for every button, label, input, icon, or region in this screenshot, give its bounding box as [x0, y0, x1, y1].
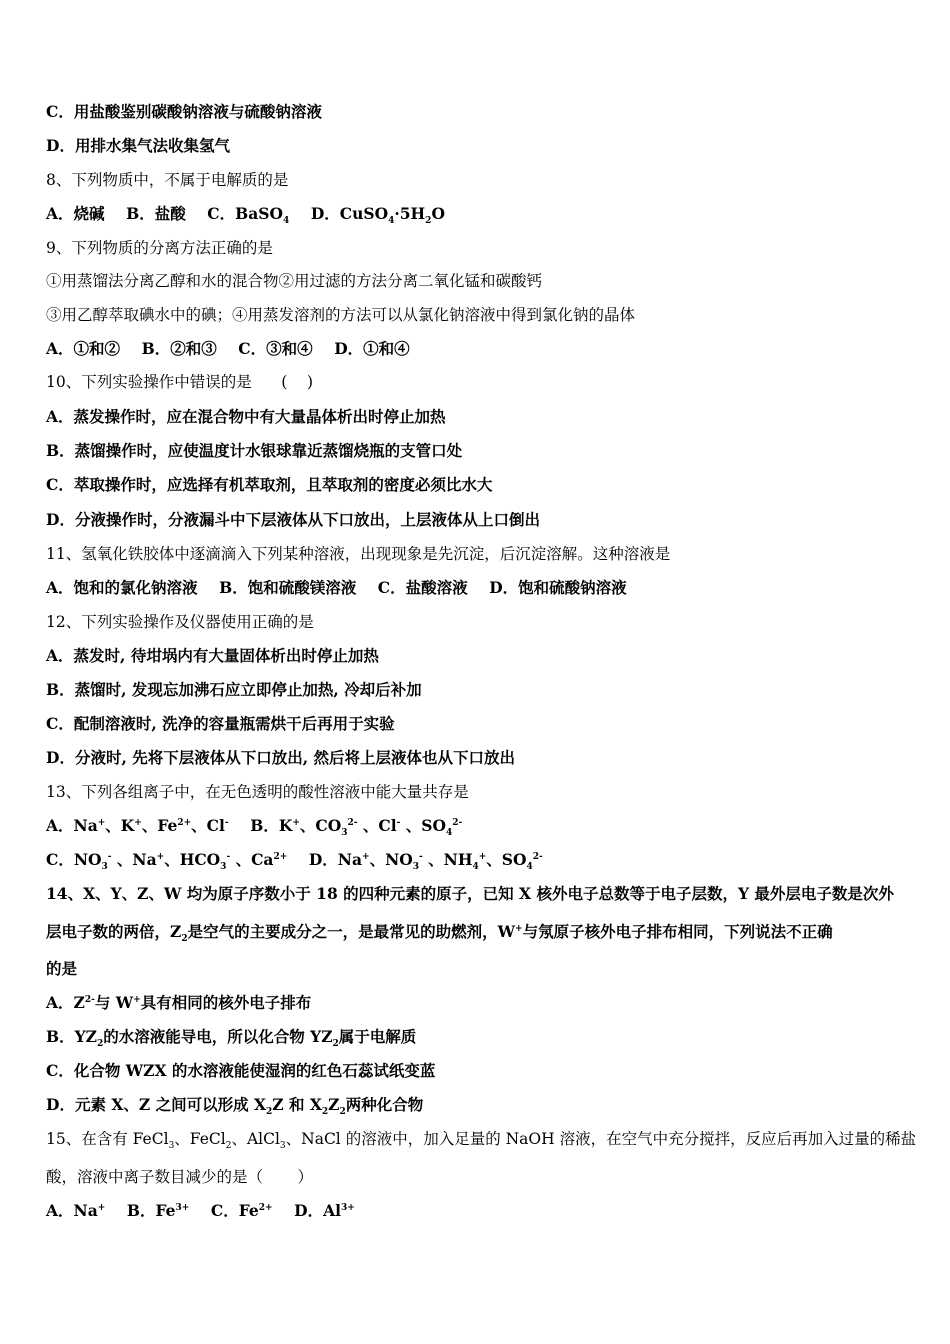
text-fragment: D．Al: [272, 1201, 342, 1220]
superscript: +: [362, 851, 370, 862]
answer-option-line: [46, 339, 910, 359]
answer-option-line: [46, 1095, 910, 1118]
text-fragment: A．①和② B．②和③ C．③和④ D．①和④: [46, 339, 410, 358]
text-fragment: 10、下列实验操作中错误的是 ( ): [46, 373, 314, 391]
text-fragment: 、Cl: [357, 816, 397, 835]
text-fragment: 14、X、Y、Z、W 均为原子序数小于 18 的四种元素的原子，已知 X 核外电子总数等于电子层数，Y 最外层电子数是次外: [46, 884, 894, 903]
text-fragment: B．K: [228, 816, 293, 835]
text-fragment: C．配制溶液时, 洗净的容量瓶需烘干后再用于实验: [46, 714, 395, 733]
question-line: [46, 271, 910, 291]
answer-option-line: [46, 959, 910, 979]
text-fragment: 与氖原子核外电子排布相同，下列说法不正确: [522, 922, 833, 941]
text-fragment: A．饱和的氯化钠溶液 B．饱和硫酸镁溶液 C．盐酸溶液 D．饱和硫酸钠溶液: [46, 578, 627, 597]
answer-option-line: [46, 748, 910, 768]
text-fragment: Z 和 X: [272, 1095, 322, 1114]
answer-option-line: [46, 1201, 910, 1221]
superscript: -: [396, 817, 401, 828]
text-fragment: 8、下列物质中，不属于电解质的是: [46, 171, 289, 189]
text-fragment: C．萃取操作时，应选择有机萃取剂，且萃取剂的密度必须比水大: [46, 475, 493, 494]
answer-option-line: [46, 204, 910, 227]
answer-option-line: [46, 646, 910, 666]
subscript: 2: [339, 1107, 346, 1118]
subscript: 2: [225, 1141, 232, 1152]
superscript: +: [515, 923, 523, 934]
text-fragment: 、Na: [111, 850, 157, 869]
answer-option-line: [46, 922, 910, 945]
superscript: -: [224, 817, 229, 828]
subscript: 2: [332, 1039, 339, 1050]
answer-option-line: [46, 441, 910, 461]
superscript: 2+: [177, 817, 192, 828]
text-fragment: 15、在含有 FeCl: [46, 1130, 169, 1148]
text-fragment: ·5H: [394, 204, 426, 223]
subscript: 3: [341, 828, 348, 839]
superscript: +: [156, 851, 165, 862]
text-fragment: A．蒸发操作时，应在混合物中有大量晶体析出时停止加热: [46, 407, 446, 426]
text-fragment: A．Na: [46, 816, 98, 835]
text-fragment: 9、下列物质的分离方法正确的是: [46, 239, 273, 257]
subscript: 4: [472, 862, 479, 873]
superscript: 2-: [532, 851, 543, 862]
answer-option-line: [46, 102, 910, 122]
superscript: -: [419, 851, 423, 862]
text-fragment: 、SO: [400, 816, 446, 835]
question-line: [46, 544, 910, 564]
text-fragment: D．Na: [287, 850, 363, 869]
superscript: 2+: [273, 851, 288, 862]
text-fragment: B．蒸馏时, 发现忘加沸石应立即停止加热, 冷却后补加: [46, 680, 422, 699]
text-fragment: B．YZ: [46, 1027, 97, 1046]
subscript: 2: [321, 1107, 329, 1118]
text-fragment: B．蒸馏操作时，应使温度计水银球靠近蒸馏烧瓶的支管口处: [46, 441, 463, 460]
text-fragment: 、CO: [299, 816, 342, 835]
superscript: +: [97, 817, 106, 828]
subscript: 2: [181, 934, 188, 945]
answer-option-line: [46, 993, 910, 1013]
text-fragment: C．Fe: [189, 1201, 259, 1220]
text-fragment: 、Cl: [191, 816, 225, 835]
text-fragment: O: [431, 204, 445, 223]
text-fragment: C．NO: [46, 850, 102, 869]
superscript: 3+: [175, 1202, 190, 1213]
answer-option-line: [46, 816, 910, 839]
superscript: 2-: [84, 994, 95, 1005]
answer-option-line: [46, 680, 910, 700]
answer-option-line: [46, 510, 910, 530]
text-fragment: 、HCO: [164, 850, 221, 869]
text-fragment: B．Fe: [105, 1201, 176, 1220]
subscript: 2: [425, 216, 432, 227]
text-fragment: 、K: [105, 816, 135, 835]
superscript: +: [292, 817, 300, 828]
text-fragment: 11、氢氧化铁胶体中逐滴滴入下列某种溶液，出现现象是先沉淀，后沉淀溶解。这种溶液是: [46, 545, 671, 563]
answer-option-line: [46, 475, 910, 495]
superscript: 2-: [452, 817, 463, 828]
subscript: 4: [526, 862, 533, 873]
subscript: 4: [282, 216, 290, 227]
text-fragment: 、FeCl: [174, 1130, 226, 1148]
subscript: 3: [168, 1141, 175, 1152]
text-fragment: A．烧碱 B．盐酸 C．BaSO: [46, 204, 283, 223]
answer-option-line: [46, 136, 910, 156]
text-fragment: 、Fe: [141, 816, 178, 835]
text-fragment: C．用盐酸鉴别碳酸钠溶液与硫酸钠溶液: [46, 102, 322, 121]
subscript: 3: [279, 1141, 286, 1152]
text-fragment: 是空气的主要成分之一，是最常见的助燃剂，W: [187, 922, 516, 941]
subscript: 2: [96, 1039, 104, 1050]
text-fragment: D．元素 X、Z 之间可以形成 X: [46, 1095, 266, 1114]
text-fragment: Z: [328, 1095, 340, 1114]
text-fragment: 与 W: [94, 993, 134, 1012]
text-fragment: A．Z: [46, 993, 85, 1012]
subscript: 3: [101, 862, 108, 873]
question-line: [46, 170, 910, 190]
answer-option-line: [46, 1061, 910, 1081]
superscript: 2+: [258, 1202, 273, 1213]
text-fragment: 的是: [46, 959, 78, 978]
text-fragment: 具有相同的核外电子排布: [140, 993, 312, 1012]
text-fragment: 12、下列实验操作及仪器使用正确的是: [46, 613, 314, 631]
superscript: +: [133, 994, 141, 1005]
answer-option-line: [46, 578, 910, 598]
superscript: -: [226, 851, 231, 862]
superscript: +: [97, 1202, 106, 1213]
text-fragment: 两种化合物: [345, 1095, 424, 1114]
superscript: 3+: [341, 1202, 355, 1213]
text-fragment: 、Ca: [230, 850, 274, 869]
text-fragment: 、NO: [369, 850, 413, 869]
question-line: [46, 612, 910, 632]
text-fragment: D．CuSO: [289, 204, 389, 223]
question-line: [46, 305, 910, 325]
text-fragment: ①用蒸馏法分离乙醇和水的混合物②用过滤的方法分离二氧化锰和碳酸钙: [46, 272, 543, 290]
text-fragment: 、NaCl 的溶液中，加入足量的 NaOH 溶液，在空气中充分搅拌，反应后再加入过量的稀盐: [285, 1130, 917, 1148]
text-fragment: 、AlCl: [231, 1130, 280, 1148]
question-line: [46, 1129, 917, 1152]
text-fragment: A．蒸发时, 待坩埚内有大量固体析出时停止加热: [46, 646, 379, 665]
text-fragment: D．用排水集气法收集氢气: [46, 136, 230, 155]
text-fragment: 酸，溶液中离子数目减少的是（ ）: [46, 1168, 313, 1186]
question-line: [46, 1167, 910, 1187]
subscript: 3: [412, 862, 420, 873]
answer-option-line: [46, 884, 910, 904]
answer-option-line: [46, 850, 910, 873]
superscript: +: [134, 817, 142, 828]
answer-option-line: [46, 1027, 910, 1050]
text-fragment: D．分液操作时，分液漏斗中下层液体从下口放出，上层液体从上口倒出: [46, 510, 540, 529]
text-fragment: ③用乙醇萃取碘水中的碘；④用蒸发溶剂的方法可以从氯化钠溶液中得到氯化钠的晶体: [46, 306, 636, 324]
question-line: [46, 782, 910, 802]
subscript: 3: [220, 862, 227, 873]
superscript: -: [107, 851, 112, 862]
superscript: +: [478, 851, 487, 862]
answer-option-line: [46, 407, 910, 427]
text-fragment: 属于电解质: [338, 1027, 417, 1046]
superscript: 2-: [347, 817, 358, 828]
text-fragment: 13、下列各组离子中，在无色透明的酸性溶液中能大量共存是: [46, 783, 469, 801]
answer-option-line: [46, 714, 910, 734]
question-line: [46, 372, 910, 392]
text-fragment: 的水溶液能导电，所以化合物 YZ: [103, 1027, 333, 1046]
text-fragment: D．分液时, 先将下层液体从下口放出, 然后将上层液体也从下口放出: [46, 748, 516, 767]
subscript: 2: [266, 1107, 273, 1118]
text-fragment: 、NH: [422, 850, 473, 869]
text-fragment: 层电子数的两倍，Z: [46, 922, 182, 941]
text-fragment: A．Na: [46, 1201, 98, 1220]
text-fragment: 、SO: [486, 850, 527, 869]
subscript: 4: [445, 828, 453, 839]
subscript: 4: [388, 216, 395, 227]
question-line: [46, 238, 910, 258]
text-fragment: C．化合物 WZX 的水溶液能使湿润的红色石蕊试纸变蓝: [46, 1061, 436, 1080]
